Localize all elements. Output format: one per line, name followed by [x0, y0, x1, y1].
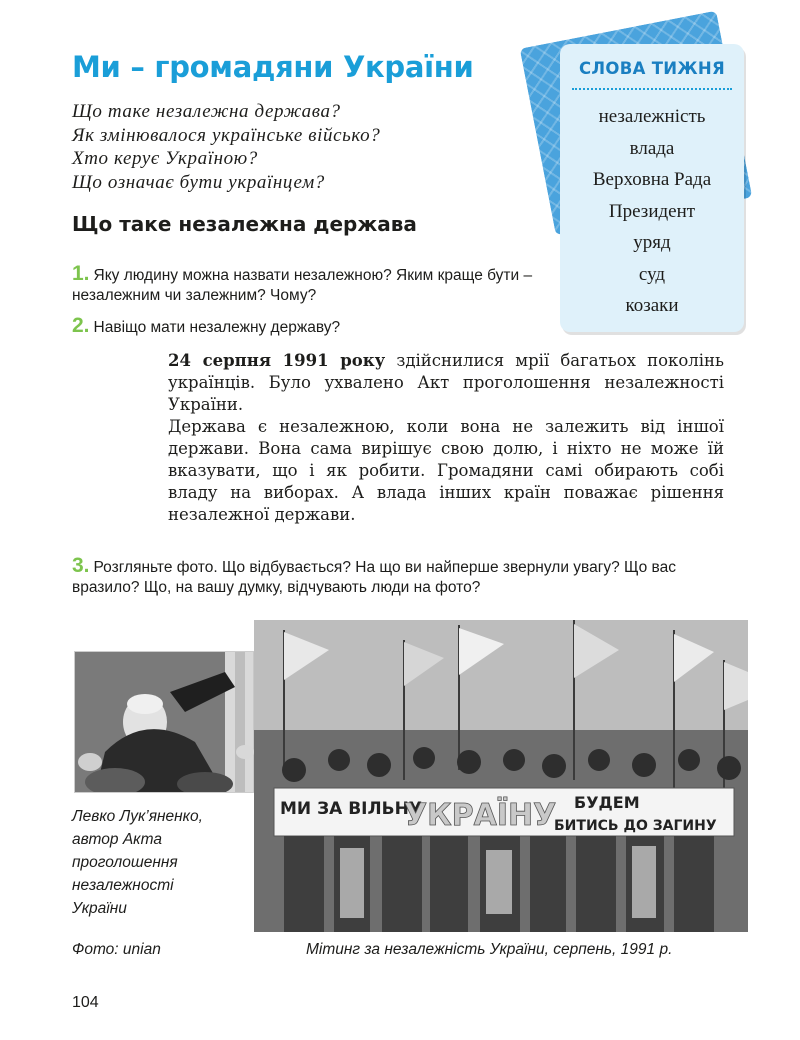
task-number: 1.	[72, 262, 90, 285]
section-title: Що таке незалежна держава	[72, 212, 417, 236]
vocabulary-word: Верховна Рада	[592, 169, 712, 190]
caption-line: незалежності	[72, 877, 174, 894]
paragraph-1	[168, 350, 724, 416]
task-1	[72, 264, 542, 306]
photo-lukyanenko	[74, 651, 274, 793]
banner-text-1: МИ ЗА ВІЛЬНУ	[280, 799, 422, 819]
main-text	[168, 350, 724, 526]
photo-lukyanenko-caption	[72, 805, 262, 920]
vocabulary-word: суд	[638, 263, 666, 285]
task-3	[72, 556, 726, 598]
caption-line: України	[72, 900, 127, 917]
banner-text-4: БИТИСЬ ДО ЗАГИНУ	[554, 818, 717, 834]
question-3: Хто керує Україною?	[72, 148, 258, 169]
question-4: Що означає бути українцем?	[72, 171, 325, 193]
page-number: 104	[72, 994, 99, 1011]
vocabulary-card	[560, 44, 744, 332]
photo-credit: Фото: unian	[72, 941, 161, 958]
vocabulary-title: СЛОВА ТИЖНЯ	[578, 59, 725, 78]
question-1: Що таке незалежна держава?	[72, 101, 341, 122]
photo-rally-caption: Мітинг за незалежність України, серпень, 1991 р.	[306, 941, 673, 958]
vocabulary-word: Президент	[608, 200, 696, 222]
vocabulary-word: козаки	[625, 295, 679, 316]
vocabulary-word: уряд	[633, 232, 671, 253]
paragraph-1-text: здійснилися мрії багатьох поколінь українців. Було ухвалено Акт проголошення незалежності України.	[168, 351, 724, 414]
paragraph-2: Держава є незалежною, коли вона не залежить від іншої держави. Вона сама вирішує свою долю, і ніхто не може їй вказувати, що і як робити. Громадяни самі обирають собі владу на виборах. А влада інших країн поважає рішення незалежної держави.	[168, 417, 724, 524]
lesson-questions	[72, 100, 380, 194]
question-2: Як змінювалося українське військо?	[72, 124, 381, 146]
task-2	[72, 316, 542, 338]
caption-line: проголошення	[72, 854, 178, 871]
date-highlight: 24 серпня 1991 року	[168, 351, 386, 370]
task-text: Яку людину можна назвати незалежною? Яким краще бути – незалежним чи залежним? Чому?	[72, 267, 533, 304]
vocabulary-word: незалежність	[598, 106, 706, 127]
task-text: Розгляньте фото. Що відбувається? На що ви найперше звернули увагу? Що вас вразило? Що, на вашу думку, відчувають люди на фото?	[72, 559, 676, 596]
caption-line: Левко Лук’яненко,	[72, 808, 203, 825]
banner-text-3: БУДЕМ	[574, 793, 640, 812]
banner-text-2: УКРАЇНУ	[404, 798, 557, 833]
task-text: Навіщо мати незалежну державу?	[93, 319, 341, 336]
vocabulary-divider	[572, 88, 732, 90]
photo-rally-image	[254, 620, 748, 932]
task-number: 2.	[72, 314, 90, 337]
photo-rally	[254, 620, 748, 932]
photo-lukyanenko-image	[75, 652, 274, 793]
vocabulary-word: влада	[629, 137, 675, 159]
caption-line: автор Акта	[72, 831, 163, 848]
task-number: 3.	[72, 554, 90, 577]
page-title: Ми – громадяни України	[72, 50, 474, 84]
vocabulary-list	[560, 101, 744, 322]
